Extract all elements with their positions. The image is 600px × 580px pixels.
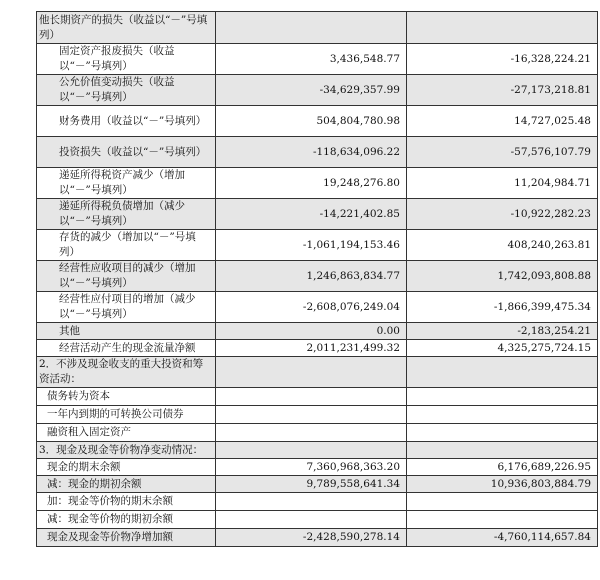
row-label: 固定资产报废损失（收益以“－”号填列） xyxy=(37,44,216,75)
cash-flow-supplement-table-container xyxy=(36,11,591,547)
prior-period-value: 14,727,025.48 xyxy=(407,106,598,137)
current-period-value xyxy=(216,12,407,44)
row-label: 减：现金等价物的期初余额 xyxy=(37,511,216,529)
table-row xyxy=(37,357,598,388)
row-label: 财务费用（收益以“－”号填列） xyxy=(37,106,216,137)
row-label: 现金及现金等价物净增加额 xyxy=(37,529,216,547)
cash-flow-supplement-table xyxy=(36,11,598,547)
row-label: 加：现金等价物的期末余额 xyxy=(37,493,216,511)
current-period-value: -14,221,402.85 xyxy=(216,199,407,230)
current-period-value: 7,360,968,363.20 xyxy=(216,459,407,476)
prior-period-value: 1,742,093,808.88 xyxy=(407,261,598,292)
prior-period-value: -2,183,254.21 xyxy=(407,323,598,340)
row-label: 债务转为资本 xyxy=(37,388,216,406)
row-label: 经营活动产生的现金流量净额 xyxy=(37,340,216,357)
table-row xyxy=(37,529,598,547)
prior-period-value xyxy=(407,493,598,511)
row-label: 其他 xyxy=(37,323,216,340)
prior-period-value: 6,176,689,226.95 xyxy=(407,459,598,476)
table-row xyxy=(37,340,598,357)
current-period-value: 1,246,863,834.77 xyxy=(216,261,407,292)
prior-period-value: 4,325,275,724.15 xyxy=(407,340,598,357)
current-period-value: 3,436,548.77 xyxy=(216,44,407,75)
table-row xyxy=(37,424,598,442)
prior-period-value: -16,328,224.21 xyxy=(407,44,598,75)
row-label: 3．现金及现金等价物净变动情况： xyxy=(37,442,216,459)
prior-period-value xyxy=(407,388,598,406)
current-period-value xyxy=(216,406,407,424)
current-period-value: 504,804,780.98 xyxy=(216,106,407,137)
current-period-value xyxy=(216,442,407,459)
prior-period-value: -27,173,218.81 xyxy=(407,75,598,106)
current-period-value: 9,789,558,641.34 xyxy=(216,476,407,493)
prior-period-value: -57,576,107.79 xyxy=(407,137,598,168)
row-label: 2．不涉及现金收支的重大投资和筹资活动： xyxy=(37,357,216,388)
current-period-value: 2,011,231,499.32 xyxy=(216,340,407,357)
prior-period-value: 10,936,803,884.79 xyxy=(407,476,598,493)
current-period-value xyxy=(216,511,407,529)
table-row xyxy=(37,323,598,340)
current-period-value: -2,608,076,249.04 xyxy=(216,292,407,323)
table-row xyxy=(37,168,598,199)
prior-period-value xyxy=(407,406,598,424)
table-row xyxy=(37,292,598,323)
row-label: 投资损失（收益以“－”号填列） xyxy=(37,137,216,168)
table-row xyxy=(37,199,598,230)
row-label: 融资租入固定资产 xyxy=(37,424,216,442)
row-label: 递延所得税资产减少（增加以“－”号填列） xyxy=(37,168,216,199)
row-label: 一年内到期的可转换公司债券 xyxy=(37,406,216,424)
row-label: 递延所得税负债增加（减少以“－”号填列） xyxy=(37,199,216,230)
table-row xyxy=(37,75,598,106)
prior-period-value: -1,866,399,475.34 xyxy=(407,292,598,323)
prior-period-value xyxy=(407,424,598,442)
current-period-value: -34,629,357.99 xyxy=(216,75,407,106)
prior-period-value xyxy=(407,511,598,529)
table-row xyxy=(37,442,598,459)
prior-period-value xyxy=(407,442,598,459)
current-period-value: -1,061,194,153.46 xyxy=(216,230,407,261)
row-label: 存货的减少（增加以“－”号填列） xyxy=(37,230,216,261)
prior-period-value: 408,240,263.81 xyxy=(407,230,598,261)
table-row xyxy=(37,230,598,261)
prior-period-value xyxy=(407,12,598,44)
prior-period-value xyxy=(407,357,598,388)
table-row xyxy=(37,476,598,493)
table-row xyxy=(37,388,598,406)
table-row xyxy=(37,137,598,168)
prior-period-value: -4,760,114,657.84 xyxy=(407,529,598,547)
table-row xyxy=(37,459,598,476)
row-label: 公允价值变动损失（收益以“－”号填列） xyxy=(37,75,216,106)
row-label: 经营性应收项目的减少（增加以“－”号填列） xyxy=(37,261,216,292)
current-period-value: 0.00 xyxy=(216,323,407,340)
row-label: 他长期资产的损失（收益以“－”号填列） xyxy=(37,12,216,44)
prior-period-value: 11,204,984.71 xyxy=(407,168,598,199)
table-row xyxy=(37,44,598,75)
table-body xyxy=(37,12,598,547)
current-period-value xyxy=(216,388,407,406)
table-row xyxy=(37,12,598,44)
current-period-value: 19,248,276.80 xyxy=(216,168,407,199)
current-period-value xyxy=(216,424,407,442)
current-period-value: -118,634,096.22 xyxy=(216,137,407,168)
current-period-value xyxy=(216,493,407,511)
current-period-value xyxy=(216,357,407,388)
table-row xyxy=(37,511,598,529)
current-period-value: -2,428,590,278.14 xyxy=(216,529,407,547)
prior-period-value: -10,922,282.23 xyxy=(407,199,598,230)
table-row xyxy=(37,493,598,511)
row-label: 经营性应付项目的增加（减少以“－”号填列） xyxy=(37,292,216,323)
row-label: 现金的期末余额 xyxy=(37,459,216,476)
table-row xyxy=(37,106,598,137)
row-label: 减：现金的期初余额 xyxy=(37,476,216,493)
table-row xyxy=(37,261,598,292)
table-row xyxy=(37,406,598,424)
